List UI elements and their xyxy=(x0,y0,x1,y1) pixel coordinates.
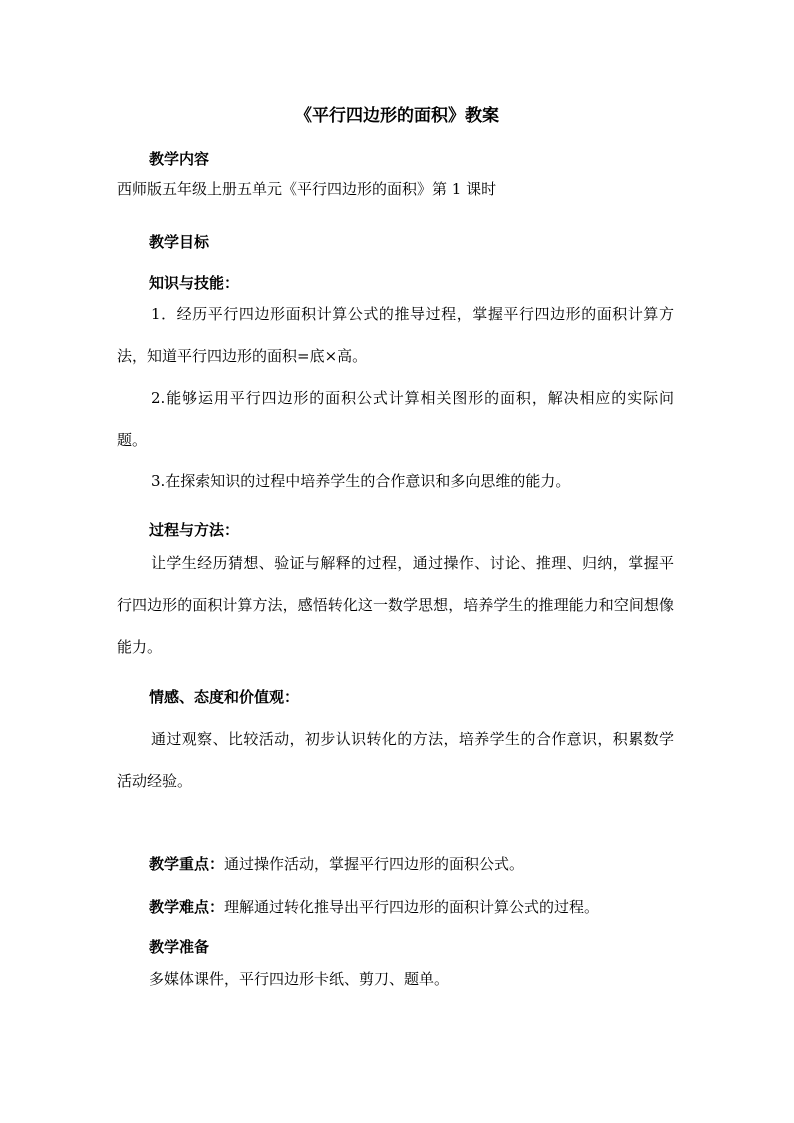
key-point-text: 通过操作活动，掌握平行四边形的面积公式。 xyxy=(224,855,525,873)
knowledge-item-3: 3.在探索知识的过程中培养学生的合作意识和多向思维的能力。 xyxy=(151,472,571,490)
process-methods-text: 让学生经历猜想、验证与解释的过程，通过操作、讨论、推理、归纳，掌握平行四边形的面积计算方法，感悟转化这一数学思想，培养学生的推理能力和空间想像能力。 xyxy=(117,554,674,656)
teaching-content-heading: 教学内容 xyxy=(149,150,210,168)
emotion-values-text: 通过观察、比较活动，初步认识转化的方法，培养学生的合作意识，积累数学活动经验。 xyxy=(117,730,674,790)
process-methods-heading: 过程与方法： xyxy=(149,521,240,539)
key-point-label: 教学重点： xyxy=(149,855,225,873)
difficult-point-text: 理解通过转化推导出平行四边形的面积计算公式的过程。 xyxy=(224,898,600,916)
knowledge-item-2: 2.能够运用平行四边形的面积公式计算相关图形的面积，解决相应的实际问题。 xyxy=(117,389,674,449)
document-title: 《平行四边形的面积》教案 xyxy=(295,106,499,126)
knowledge-skills-heading: 知识与技能： xyxy=(149,274,240,292)
teaching-prep-heading: 教学准备 xyxy=(149,938,210,956)
emotion-values-heading: 情感、态度和价值观： xyxy=(149,688,300,706)
teaching-content-text: 西师版五年级上册五单元《平行四边形的面积》第 1 课时 xyxy=(117,180,497,198)
difficult-point-row xyxy=(149,897,599,917)
teaching-goals-heading: 教学目标 xyxy=(149,233,210,251)
teaching-prep-text: 多媒体课件，平行四边形卡纸、剪刀、题单。 xyxy=(149,970,450,988)
difficult-point-label: 教学难点： xyxy=(149,898,225,916)
key-point-row xyxy=(149,854,524,874)
knowledge-item-1: 1．经历平行四边形面积计算公式的推导过程，掌握平行四边形的面积计算方法，知道平行四边形的面积=底×高。 xyxy=(117,305,674,365)
